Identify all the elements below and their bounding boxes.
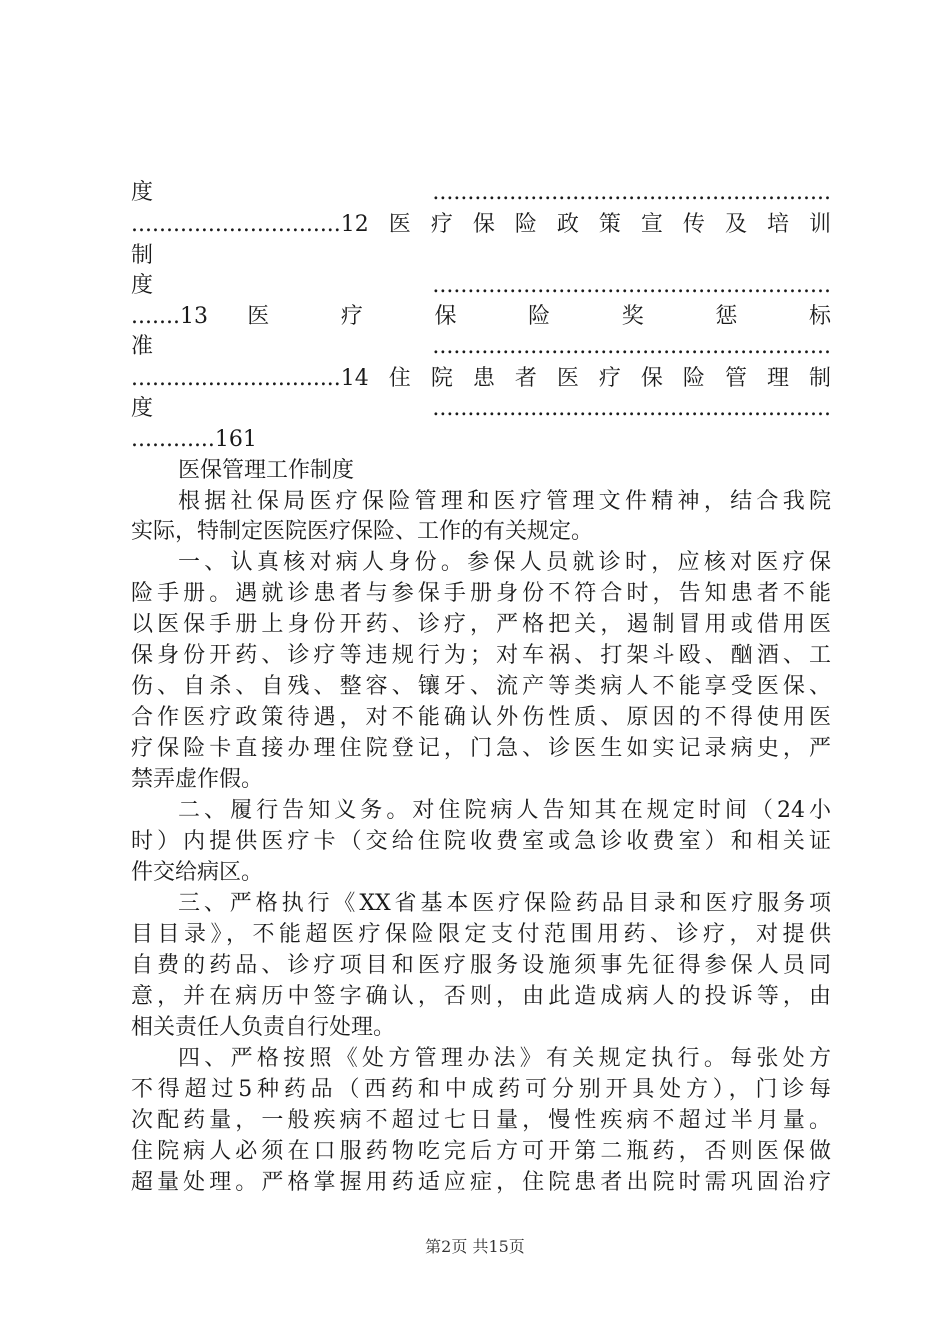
body-line: 相关责任人负责自行处理。 xyxy=(131,1015,396,1040)
body-line: 目目录》，不能超医疗保险限定支付范围用药、诊疗，对提供 xyxy=(131,922,831,947)
body-line: 禁弄虚作假。 xyxy=(131,767,264,792)
toc-line: ..............................14住院患者医疗保险管理制 xyxy=(131,366,831,391)
toc-line: ..............................12医疗保险政策宣传及培训 xyxy=(131,212,831,237)
toc-line: .......13 医 疗 保 险 奖 惩 标 xyxy=(131,304,831,329)
toc-line: 度......................................................... xyxy=(131,273,831,298)
body-line: 二、履行告知义务。对住院病人告知其在规定时间（24小 xyxy=(178,798,831,823)
body-line: 次配药量，一般疾病不超过七日量，慢性疾病不超过半月量。 xyxy=(131,1108,831,1133)
toc-line: 准......................................................... xyxy=(131,334,831,359)
body-line: 保身份开药、诊疗等违规行为；对车祸、打架斗殴、酗酒、工 xyxy=(131,643,831,668)
body-line: 实际，特制定医院医疗保险、工作的有关规定。 xyxy=(131,519,594,544)
body-line: 意，并在病历中签字确认，否则，由此造成病人的投诉等，由 xyxy=(131,984,831,1009)
body-line: 自费的药品、诊疗项目和医疗服务设施须事先征得参保人员同 xyxy=(131,953,831,978)
body-line: 一、认真核对病人身份。参保人员就诊时，应核对医疗保 xyxy=(178,550,831,575)
page-footer: 第2页 共15页 xyxy=(425,1237,525,1256)
section-title: 医保管理工作制度 xyxy=(178,458,355,483)
body-line: 险手册。遇就诊患者与参保手册身份不符合时，告知患者不能 xyxy=(131,581,831,606)
body-line: 超量处理。严格掌握用药适应症，住院患者出院时需巩固治疗 xyxy=(131,1170,831,1195)
body-line: 住院病人必须在口服药物吃完后方可开第二瓶药，否则医保做 xyxy=(131,1139,831,1164)
body-line: 不得超过5种药品（西药和中成药可分别开具处方），门诊每 xyxy=(131,1077,831,1102)
body-line: 疗保险卡直接办理住院登记，门急、诊医生如实记录病史，严 xyxy=(131,736,831,761)
body-line: 件交给病区。 xyxy=(131,860,264,885)
body-line: 以医保手册上身份开药、诊疗，严格把关，遏制冒用或借用医 xyxy=(131,612,831,637)
toc-line: ............161 xyxy=(131,427,257,452)
body-line: 伤、自杀、自残、整容、镶牙、流产等类病人不能享受医保、 xyxy=(131,674,831,699)
body-line: 根据社保局医疗保险管理和医疗管理文件精神，结合我院 xyxy=(178,489,831,514)
toc-line: 制 xyxy=(131,243,154,268)
toc-line: 度......................................................... xyxy=(131,180,831,205)
body-line: 三、严格执行《XX省基本医疗保险药品目录和医疗服务项 xyxy=(178,891,831,916)
toc-line: 度......................................................... xyxy=(131,396,831,421)
body-line: 合作医疗政策待遇，对不能确认外伤性质、原因的不得使用医 xyxy=(131,705,831,730)
body-line: 时）内提供医疗卡（交给住院收费室或急诊收费室）和相关证 xyxy=(131,829,831,854)
body-line: 四、严格按照《处方管理办法》有关规定执行。每张处方 xyxy=(178,1046,831,1071)
